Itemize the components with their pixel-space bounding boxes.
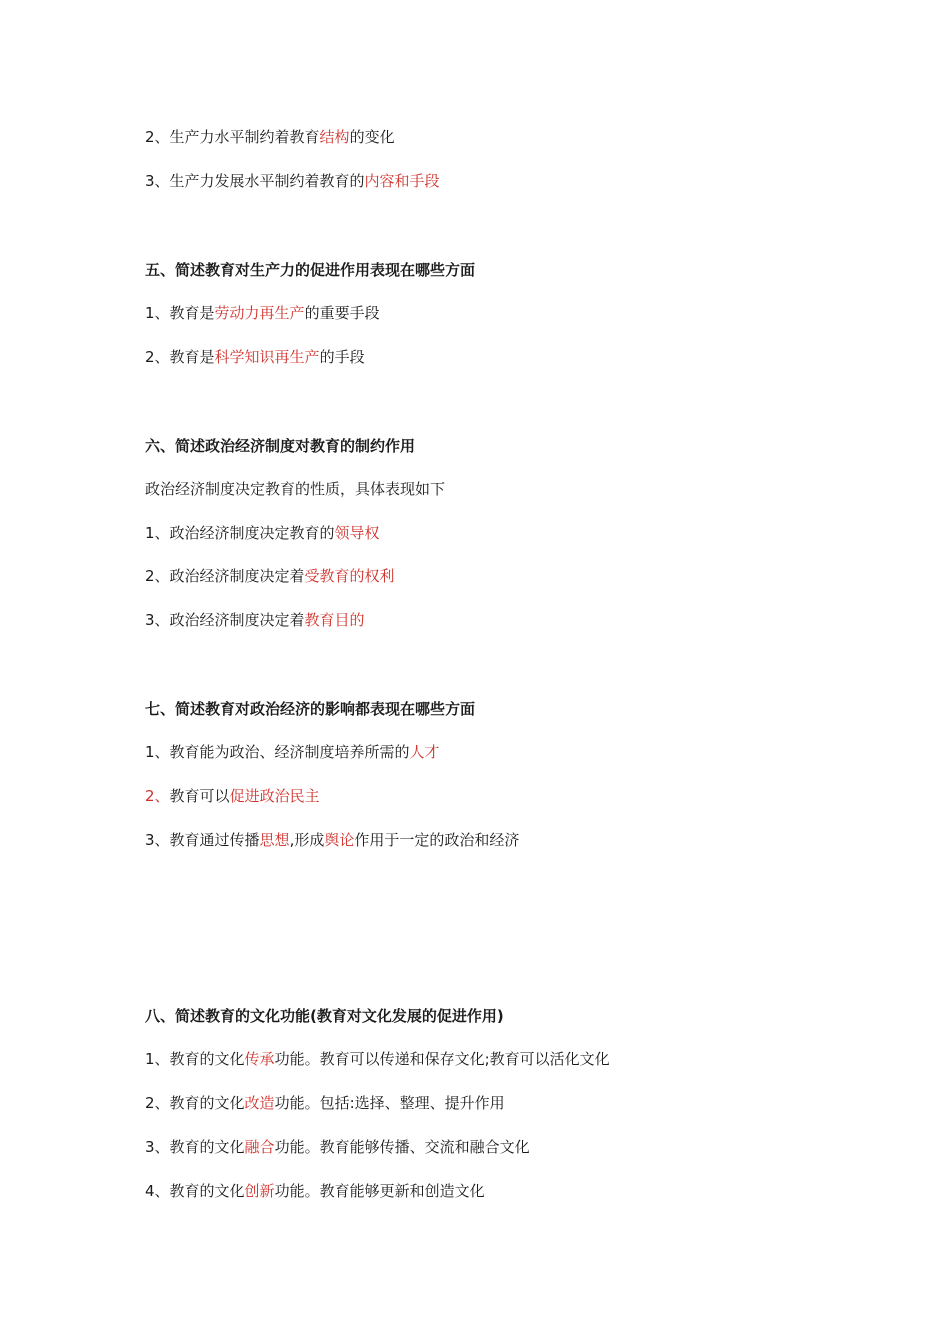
highlighted-text: 改造: [244, 1094, 275, 1112]
text-segment: 功能。包括:选择、整理、提升作用: [274, 1094, 505, 1112]
list-item: [145, 742, 440, 762]
highlighted-text: 劳动力再生产: [214, 304, 305, 322]
section-heading: [145, 260, 475, 280]
text-segment: 1、教育能为政治、经济制度培养所需的: [145, 743, 410, 761]
list-item: [145, 1049, 610, 1069]
text-segment: 八、简述教育的文化功能(教育对文化发展的促进作用): [145, 1007, 504, 1025]
list-item: [145, 171, 440, 191]
list-item: [145, 610, 365, 630]
text-segment: 功能。教育可以传递和保存文化;教育可以活化文化: [274, 1050, 610, 1068]
list-item: [145, 1093, 505, 1113]
highlighted-text: 结构: [319, 128, 350, 146]
highlighted-text: 促进政治民主: [229, 787, 320, 805]
text-segment: 的变化: [349, 128, 395, 146]
list-item: [145, 786, 320, 806]
list-item: [145, 347, 365, 367]
highlighted-text: 科学知识再生产: [214, 348, 320, 366]
list-item: [145, 566, 395, 586]
text-segment: 3、政治经济制度决定着: [145, 611, 305, 629]
text-segment: 1、政治经济制度决定教育的: [145, 524, 335, 542]
list-item: [145, 303, 380, 323]
text-segment: 作用于一定的政治和经济: [354, 831, 520, 849]
highlighted-text: 创新: [244, 1182, 275, 1200]
list-item: [145, 1137, 530, 1157]
highlighted-text: 受教育的权利: [304, 567, 395, 585]
highlighted-text: 传承: [244, 1050, 275, 1068]
section-heading: [145, 1006, 504, 1026]
highlighted-text: 2、: [145, 787, 170, 805]
text-segment: 功能。教育能够传播、交流和融合文化: [274, 1138, 530, 1156]
list-item: [145, 830, 519, 850]
highlighted-text: 思想: [259, 831, 290, 849]
text-segment: 七、简述教育对政治经济的影响都表现在哪些方面: [145, 700, 476, 718]
text-segment: 的手段: [319, 348, 365, 366]
text-segment: 3、教育的文化: [145, 1138, 245, 1156]
text-segment: 2、教育的文化: [145, 1094, 245, 1112]
text-segment: 政治经济制度决定教育的性质，具体表现如下: [145, 480, 446, 498]
text-segment: 教育可以: [169, 787, 230, 805]
text-segment: 五、简述教育对生产力的促进作用表现在哪些方面: [145, 261, 476, 279]
list-item: [145, 127, 395, 147]
text-segment: 3、教育通过传播: [145, 831, 260, 849]
text-segment: 的重要手段: [304, 304, 380, 322]
highlighted-text: 领导权: [334, 524, 380, 542]
text-segment: 2、生产力水平制约着教育: [145, 128, 320, 146]
section-heading: [145, 436, 415, 456]
text-segment: 1、教育是: [145, 304, 215, 322]
highlighted-text: 融合: [244, 1138, 275, 1156]
highlighted-text: 教育目的: [304, 611, 365, 629]
text-segment: 功能。教育能够更新和创造文化: [274, 1182, 485, 1200]
highlighted-text: 人才: [409, 743, 440, 761]
highlighted-text: 内容和手段: [364, 172, 440, 190]
text-segment: 3、生产力发展水平制约着教育的: [145, 172, 365, 190]
text-segment: 2、教育是: [145, 348, 215, 366]
list-item: [145, 479, 445, 499]
text-segment: 1、教育的文化: [145, 1050, 245, 1068]
text-segment: 2、政治经济制度决定着: [145, 567, 305, 585]
text-segment: ,形成: [289, 831, 325, 849]
section-heading: [145, 699, 475, 719]
list-item: [145, 1181, 485, 1201]
text-segment: 4、教育的文化: [145, 1182, 245, 1200]
text-segment: 六、简述政治经济制度对教育的制约作用: [145, 437, 416, 455]
list-item: [145, 523, 380, 543]
highlighted-text: 舆论: [324, 831, 355, 849]
